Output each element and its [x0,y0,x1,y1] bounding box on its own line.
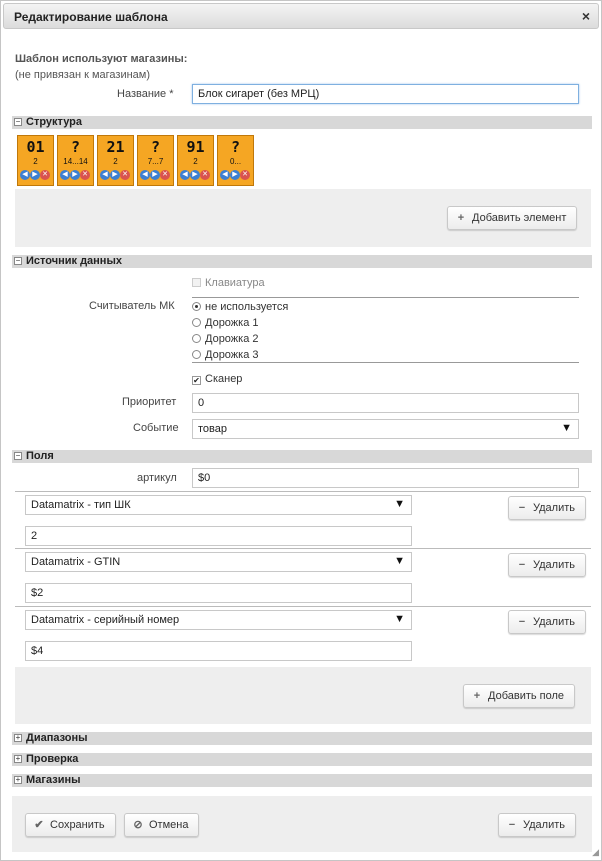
shops-note: (не привязан к магазинам) [15,69,151,81]
field-type-value: Datamatrix - GTIN [31,556,121,568]
move-right-icon[interactable]: ▶ [110,170,120,180]
divider [192,362,579,363]
article-input[interactable]: $0 [192,468,579,488]
priority-label: Приоритет [122,396,177,408]
section-fields[interactable] [12,450,592,463]
cancel-button[interactable] [124,813,199,837]
expand-icon[interactable]: + [15,775,21,784]
delete-icon[interactable]: ✕ [160,170,170,180]
tile-controls [220,170,250,181]
chevron-down-icon: ▼ [394,498,405,510]
save-label: Сохранить [50,819,105,831]
expand-icon[interactable]: + [15,733,21,742]
move-right-icon[interactable]: ▶ [230,170,240,180]
field-value-input[interactable]: $2 [25,583,412,603]
tile-code: 01 [26,138,45,156]
checkbox-checked-icon: ✔ [193,376,200,385]
structure-tile[interactable] [137,135,174,186]
structure-tile[interactable] [17,135,54,186]
delete-field-label: Удалить [533,559,575,571]
section-check[interactable] [12,753,592,766]
cancel-label: Отмена [149,819,189,831]
delete-field-button[interactable] [508,610,586,634]
plus-icon: + [473,690,481,702]
expand-icon[interactable]: + [15,754,21,763]
section-title: Диапазоны [26,732,88,744]
reader-option-track3[interactable] [192,349,259,361]
dialog-titlebar [3,3,599,29]
reader-option-track2[interactable] [192,333,259,345]
field-value-input[interactable]: $4 [25,641,412,661]
tile-length: 7...7 [147,157,164,166]
reader-option-label: Дорожка 1 [205,317,259,329]
section-shops[interactable] [12,774,592,787]
add-field-label: Добавить поле [488,690,565,702]
delete-icon[interactable]: ✕ [120,170,130,180]
close-icon[interactable]: × [581,8,590,24]
scanner-checkbox[interactable] [192,373,242,385]
shops-heading: Шаблон используют магазины: [15,53,188,65]
field-type-value: Datamatrix - серийный номер [31,614,180,626]
check-icon: ✔ [34,819,44,831]
section-title: Магазины [26,774,81,786]
section-title: Поля [26,450,54,462]
field-type-select[interactable] [25,552,412,572]
minus-icon: − [518,502,526,514]
event-select-value: товар [198,423,227,435]
resize-grip-icon[interactable]: ◢ [592,847,599,857]
dialog-title: Редактирование шаблона [14,10,168,24]
reader-label: Считыватель МК [89,300,175,312]
tile-code: 91 [186,138,205,156]
scanner-label: Сканер [205,373,243,385]
event-select[interactable] [192,419,579,439]
delete-template-label: Удалить [523,819,565,831]
structure-tile[interactable] [217,135,254,186]
structure-tile[interactable] [97,135,134,186]
minus-icon: − [508,819,516,831]
delete-icon[interactable]: ✕ [80,170,90,180]
structure-tile[interactable] [177,135,214,186]
divider [192,297,579,298]
delete-field-button[interactable] [508,496,586,520]
article-label: артикул [137,472,177,484]
collapse-icon[interactable]: − [15,117,21,126]
field-type-select[interactable] [25,610,412,630]
name-label: Название * [117,88,174,100]
collapse-icon[interactable]: − [15,256,21,265]
section-title: Источник данных [26,255,122,267]
radio-icon [192,302,201,311]
collapse-icon[interactable]: − [15,451,21,460]
move-right-icon[interactable]: ▶ [30,170,40,180]
section-ranges[interactable] [12,732,592,745]
tile-controls [100,170,130,181]
save-button[interactable] [25,813,116,837]
field-type-select[interactable] [25,495,412,515]
delete-template-button[interactable] [498,813,576,837]
section-title: Проверка [26,753,79,765]
minus-icon: − [518,616,526,628]
chevron-down-icon: ▼ [394,555,405,567]
tile-length: 0... [229,157,242,166]
tile-code: ? [70,138,81,156]
move-left-icon[interactable]: ◀ [60,170,70,180]
delete-field-label: Удалить [533,616,575,628]
move-right-icon[interactable]: ▶ [190,170,200,180]
cancel-icon: ⊘ [133,819,143,831]
event-label: Событие [133,422,179,434]
divider [15,491,591,492]
keyboard-checkbox[interactable] [192,277,265,289]
radio-icon [192,318,201,327]
reader-option-label: Дорожка 3 [205,349,259,361]
delete-field-button[interactable] [508,553,586,577]
move-right-icon[interactable]: ▶ [150,170,160,180]
chevron-down-icon: ▼ [394,613,405,625]
reader-option-label: Дорожка 2 [205,333,259,345]
field-value-input[interactable]: 2 [25,526,412,546]
minus-icon: − [518,559,526,571]
move-left-icon[interactable]: ◀ [20,170,30,180]
move-left-icon[interactable]: ◀ [100,170,110,180]
tile-controls [140,170,170,181]
section-title: Структура [26,116,82,128]
move-left-icon[interactable]: ◀ [220,170,230,180]
tile-controls [20,170,50,181]
tile-code: ? [230,138,241,156]
delete-icon[interactable]: ✕ [240,170,250,180]
reader-option-none[interactable] [192,301,288,313]
field-type-value: Datamatrix - тип ШК [31,499,131,511]
checkbox-icon [192,278,201,287]
tile-code: ? [150,138,161,156]
move-left-icon[interactable]: ◀ [140,170,150,180]
move-right-icon[interactable]: ▶ [70,170,80,180]
reader-option-track1[interactable] [192,317,259,329]
chevron-down-icon: ▼ [561,422,572,434]
tile-length: 2 [33,157,38,166]
tile-controls [60,170,90,181]
reader-option-label: не используется [205,301,289,313]
structure-tile[interactable] [57,135,94,186]
keyboard-label: Клавиатура [205,277,265,289]
priority-input[interactable]: 0 [192,393,579,413]
section-structure[interactable] [12,116,592,129]
delete-icon[interactable]: ✕ [40,170,50,180]
tile-length: 2 [113,157,118,166]
section-datasource[interactable] [12,255,592,268]
plus-icon: + [457,212,465,224]
radio-icon [192,334,201,343]
tile-controls [180,170,210,181]
tile-length: 14...14 [63,157,88,166]
move-left-icon[interactable]: ◀ [180,170,190,180]
delete-field-label: Удалить [533,502,575,514]
divider [15,606,591,607]
tile-length: 2 [193,157,198,166]
divider [15,548,591,549]
name-input[interactable]: Блок сигарет (без МРЦ) [192,84,579,104]
radio-icon [192,350,201,359]
tile-code: 21 [106,138,125,156]
add-element-button[interactable] [447,206,577,230]
add-element-label: Добавить элемент [472,212,567,224]
delete-icon[interactable]: ✕ [200,170,210,180]
add-field-button[interactable] [463,684,575,708]
